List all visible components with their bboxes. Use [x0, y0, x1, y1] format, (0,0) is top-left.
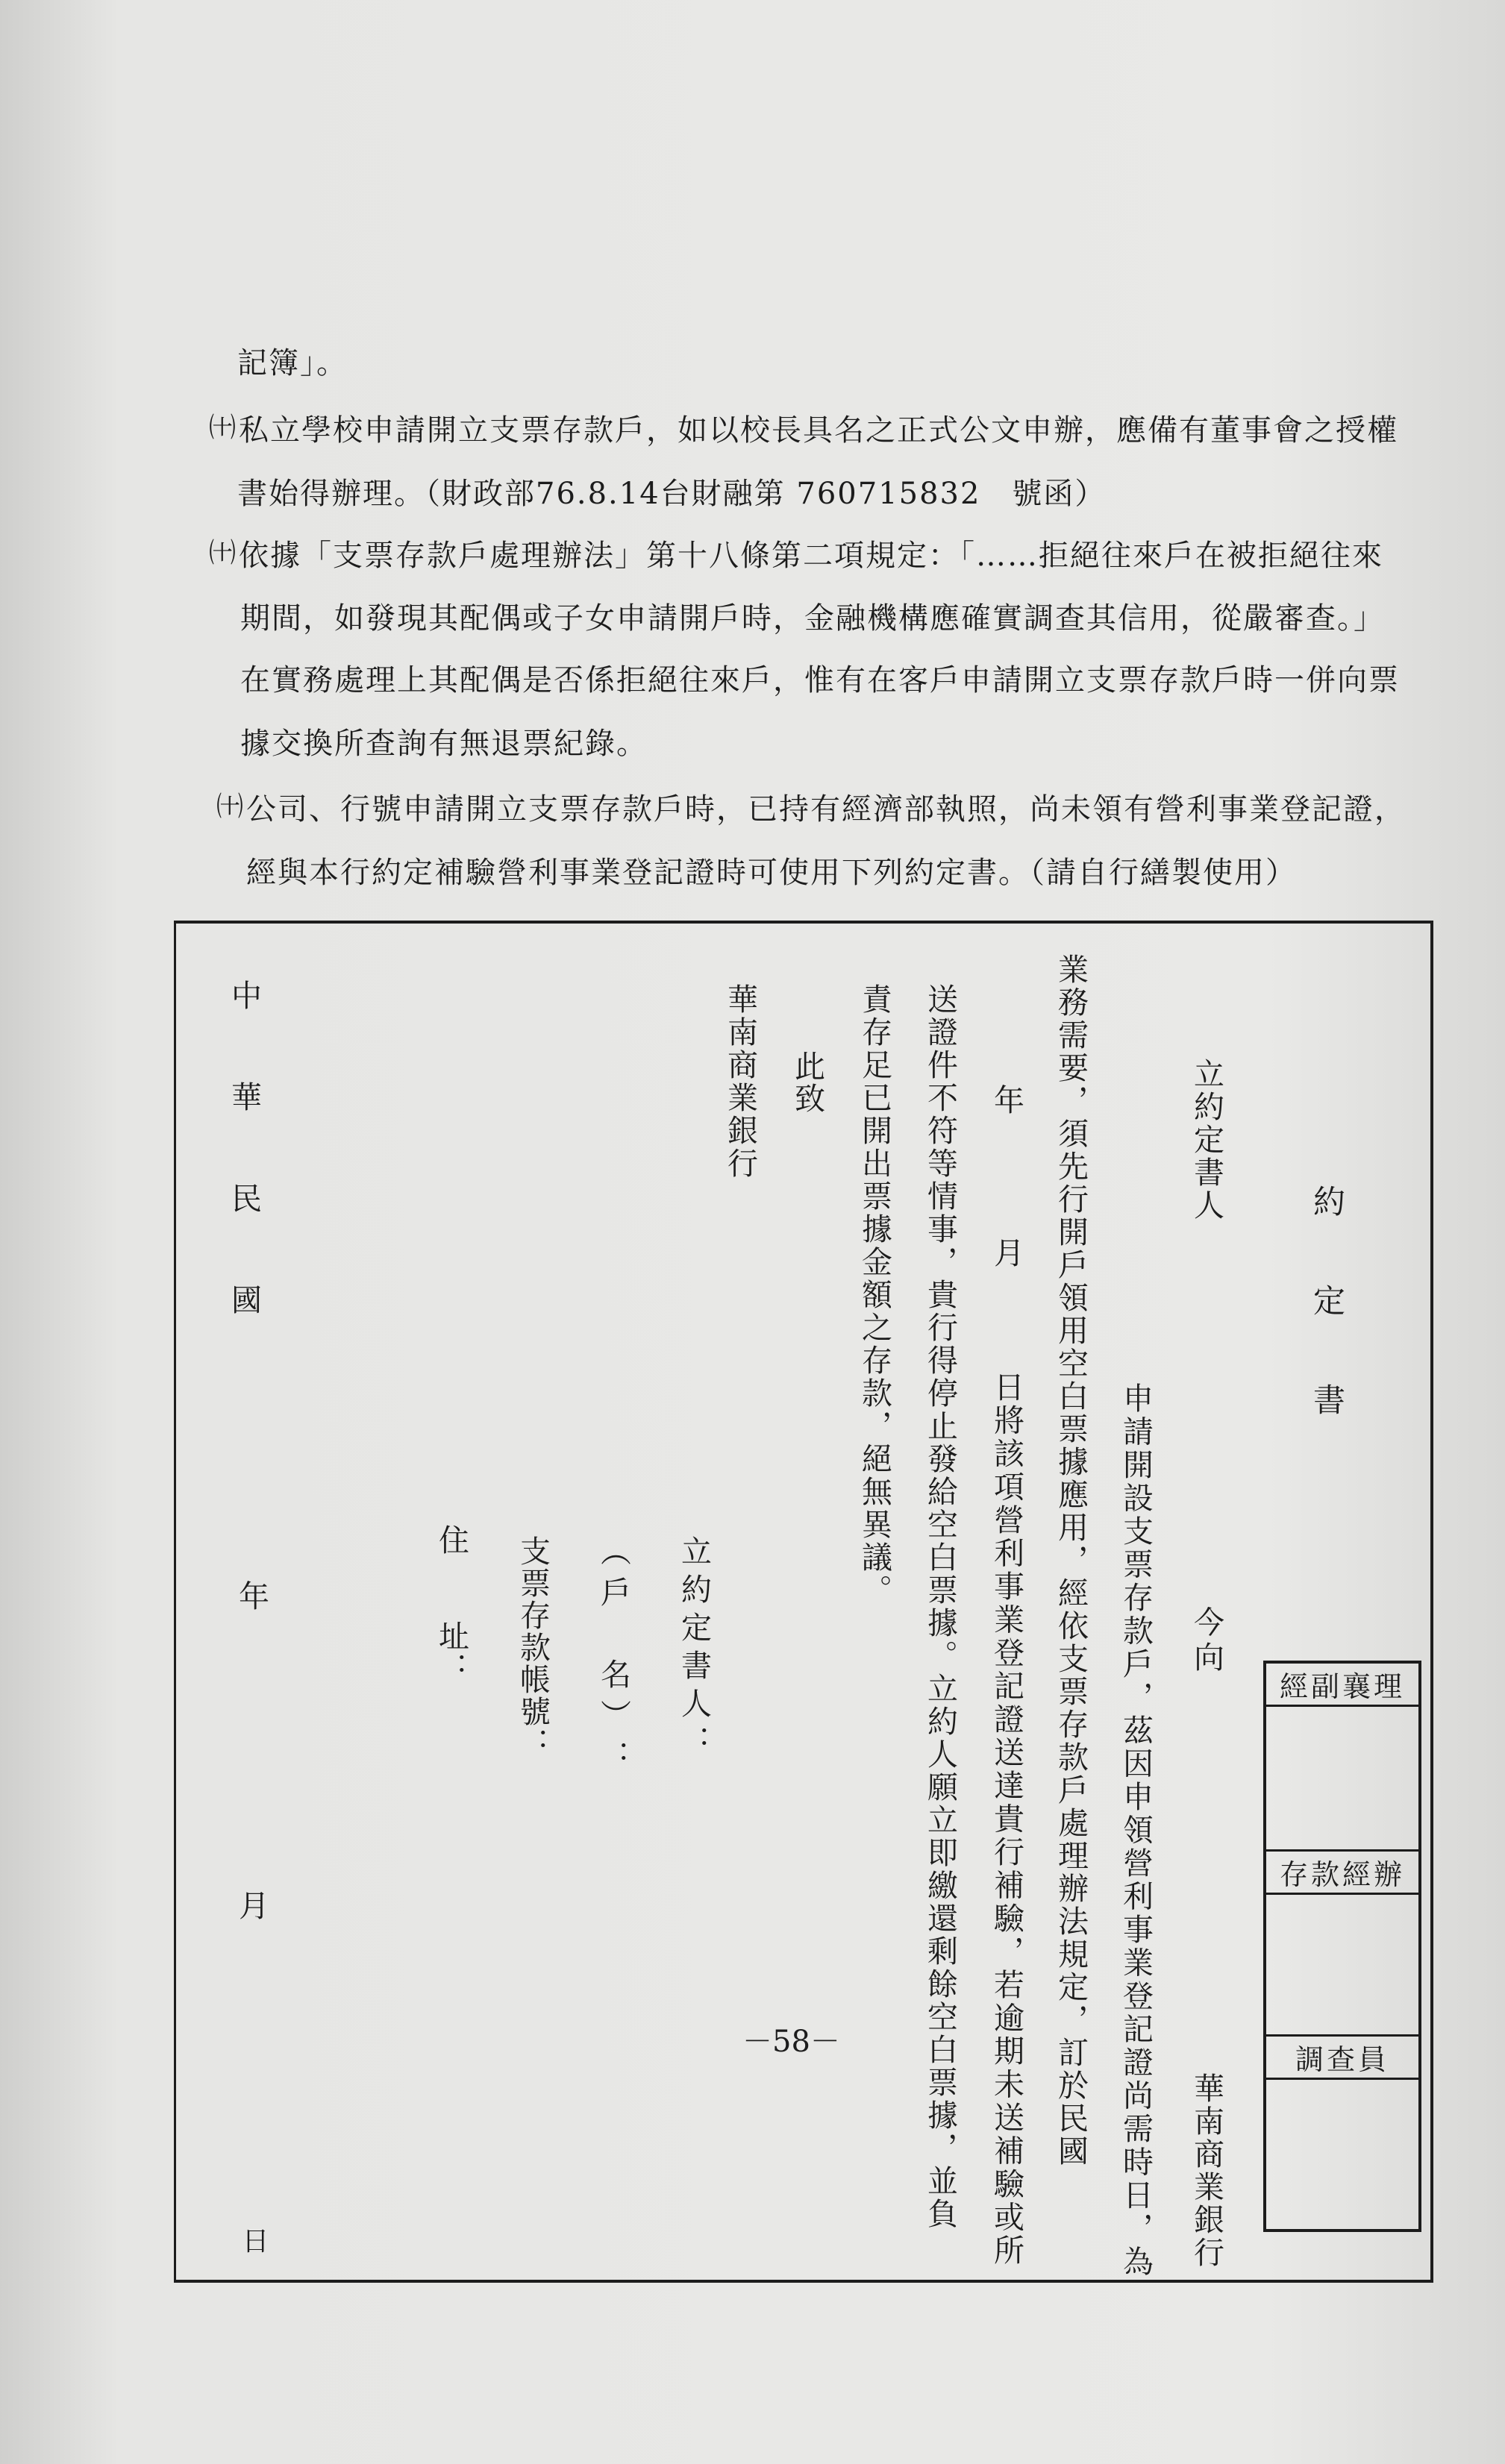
paragraph-line: 書始得辦理。（財政部76.8.14台財融第 760715832 號函） — [237, 477, 1107, 511]
agreement-body-5: 責存足已開出票據金額之存款，絕無異議。 — [857, 983, 892, 1607]
stamp-label-deposit-clerk: 存款經辦 — [1266, 1852, 1418, 1895]
agreement-body-4: 送證件不符等情事，貴行得停止發給空白票據。立約人願立即繳還剩餘空白票據，並負 — [922, 983, 958, 2231]
paragraph-line: 據交換所查詢有無退票紀錄。 — [240, 727, 648, 761]
agreement-col-bank: 華南商業銀行 — [1189, 2072, 1224, 2269]
field-address-label: 住 址： — [434, 1524, 469, 1684]
field-name-label: （戶 名）： — [595, 1535, 631, 1781]
stamp-label-investigator: 調查員 — [1266, 2037, 1418, 2080]
field-party-label: 立約定書人： — [676, 1535, 712, 1764]
date-year: 年 — [234, 1580, 269, 1611]
agreement-box — [174, 921, 1433, 2283]
agreement-body-3-year: 年 — [989, 1084, 1024, 1115]
stamp-label-manager: 經副襄理 — [1266, 1664, 1418, 1707]
agreement-addressee: 華南商業銀行 — [722, 983, 758, 1180]
date-month: 月 — [234, 1890, 269, 1920]
paragraph-line: 經與本行約定補驗營利事業登記證時可使用下列約定書。（請自行繕製使用） — [246, 856, 1297, 890]
agreement-cizhi: 此致 — [789, 1050, 825, 1115]
date-day: 日 — [238, 2227, 269, 2254]
paragraph-line: 期間，如發現其配偶或子女申請開戶時，金融機構應確實調查其信用，從嚴審查。」 — [240, 601, 1385, 636]
item-number-12: ㈩ — [216, 791, 244, 822]
stamp-cell-investigator — [1266, 2037, 1418, 2229]
agreement-body-1: 申請開設支票存款戶，茲因申領營利事業登記證尚需時日，為 — [1118, 1382, 1154, 2279]
agreement-body-3: 日將該項營利事業登記證送達貴行補驗，若逾期未送補驗或所 — [989, 1371, 1024, 2268]
item-number-10: ㈩ — [209, 413, 237, 443]
stamp-cell-deposit-clerk — [1266, 1852, 1418, 2037]
paragraph-line: 公司、行號申請開立支票存款戶時，已持有經濟部執照，尚未領有營利事業登記證， — [246, 792, 1406, 827]
paragraph-line: 私立學校申請開立支票存款戶，如以校長具名之正式公文申辦，應備有董事會之授權 — [239, 413, 1398, 448]
field-account-label: 支票存款帳號： — [515, 1535, 551, 1760]
agreement-title: 約定書 — [1308, 1185, 1345, 1482]
agreement-body-3-month: 月 — [989, 1237, 1024, 1267]
agreement-col-party: 立約定書人 — [1189, 1058, 1224, 1222]
agreement-col-jinxiang: 今向 — [1189, 1606, 1224, 1676]
paragraph-line: 記簿」。 — [237, 346, 348, 380]
paragraph-line: 依據「支票存款戶處理辦法」第十八條第二項規定：「……拒絕往來戶在被拒絕往來 — [239, 539, 1383, 573]
agreement-body-2: 業務需要，須先行開戶領用空白票據應用，經依支票存款戶處理辦法規定，訂於民國 — [1053, 953, 1089, 2168]
item-number-11: ㈩ — [209, 538, 237, 568]
paragraph-line: 在實務處理上其配偶是否係拒絕往來戶，惟有在客戶申請開立支票存款戶時一併向票 — [240, 663, 1400, 697]
stamp-cell-manager — [1266, 1664, 1418, 1852]
date-roc: 中華民國 — [226, 979, 262, 1385]
page-number: －58－ — [742, 2025, 840, 2059]
approval-stamp-box — [1263, 1661, 1421, 2232]
